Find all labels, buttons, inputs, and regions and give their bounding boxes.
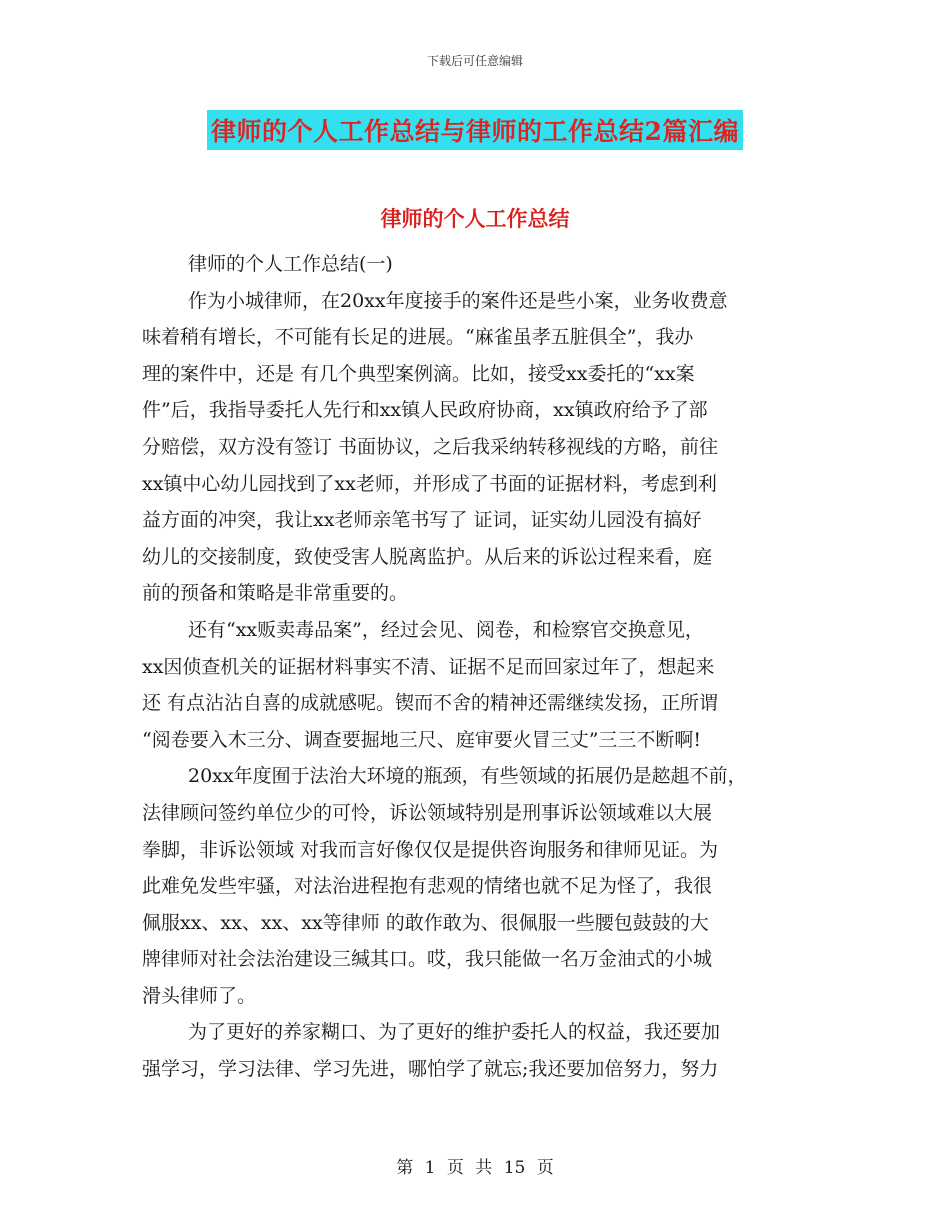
body-line: xx镇中心幼儿园找到了xx老师，并形成了书面的证据材料，考虑到利 — [142, 472, 717, 495]
page-header-note: 下载后可任意编辑 — [426, 54, 523, 68]
body-line: 为了更好的养家糊口、为了更好的维护委托人的权益，我还要加 — [188, 1021, 721, 1044]
page-footer: 第 1 页 共 15 页 — [396, 1158, 554, 1178]
body-line: 法律顾问签约单位少的可怜，诉讼领域特别是刑事诉讼领域难以大展 — [142, 801, 713, 824]
body-line: 还有“xx贩卖毒品案”，经过会见、阅卷，和检察官交换意见， — [188, 618, 704, 641]
body-line: 佩服xx、xx、xx、xx等律师 的敢作敢为、很佩服一些腰包鼓鼓的大 — [142, 911, 709, 934]
body-line: 此难免发些牢骚，对法治进程抱有悲观的情绪也就不足为怪了，我很 — [142, 875, 713, 898]
body-line: 强学习，学习法律、学习先进，哪怕学了就忘;我还要加倍努力，努力 — [142, 1058, 719, 1081]
section-title: 律师的个人工作总结 — [380, 206, 570, 231]
body-line: “阅卷要入木三分、调查要掘地三尺、庭审要火冒三丈”三三不断啊! — [142, 728, 702, 751]
body-line: 幼儿的交接制度，致使受害人脱离监护。从后来的诉讼过程来看，庭 — [142, 545, 713, 568]
body-line: 分赔偿，双方没有签订 书面协议，之后我采纳转移视线的方略，前往 — [142, 435, 719, 458]
body-line: 滑头律师了。 — [142, 984, 257, 1007]
body-line: 理的案件中，还是 有几个典型案例滴。比如，接受xx委托的“xx案 — [142, 362, 695, 385]
body-line: 件”后，我指导委托人先行和xx镇人民政府协商，xx镇政府给予了部 — [142, 399, 708, 422]
body-line: xx因侦查机关的证据材料事实不清、证据不足而回家过年了，想起来 — [142, 655, 715, 678]
body-line: 牌律师对社会法治建设三缄其口。哎，我只能做一名万金油式的小城 — [142, 948, 713, 971]
document-body — [142, 248, 807, 1090]
document-title: 律师的个人工作总结与律师的工作总结2篇汇编 — [207, 110, 743, 150]
body-line: 还 有点沾沾自喜的成就感呢。锲而不舍的精神还需继续发扬，正所谓 — [142, 692, 719, 715]
body-line: 益方面的冲突，我让xx老师亲笔书写了 证词，证实幼儿园没有搞好 — [142, 509, 702, 532]
body-line: 作为小城律师，在20xx年度接手的案件还是些小案，业务收费意 — [188, 289, 728, 312]
document-title-container — [0, 110, 950, 150]
body-line: 味着稍有增长，不可能有长足的进展。“麻雀虽孝五脏俱全”，我办 — [142, 326, 694, 349]
body-line: 拳脚，非诉讼领域 对我而言好像仅仅是提供咨询服务和律师见证。为 — [142, 838, 719, 861]
body-line: 律师的个人工作总结(一) — [188, 253, 393, 275]
body-line: 20xx年度囿于法治大环境的瓶颈，有些领域的拓展仍是趑趄不前， — [188, 765, 747, 788]
body-line: 前的预备和策略是非常重要的。 — [142, 582, 409, 605]
